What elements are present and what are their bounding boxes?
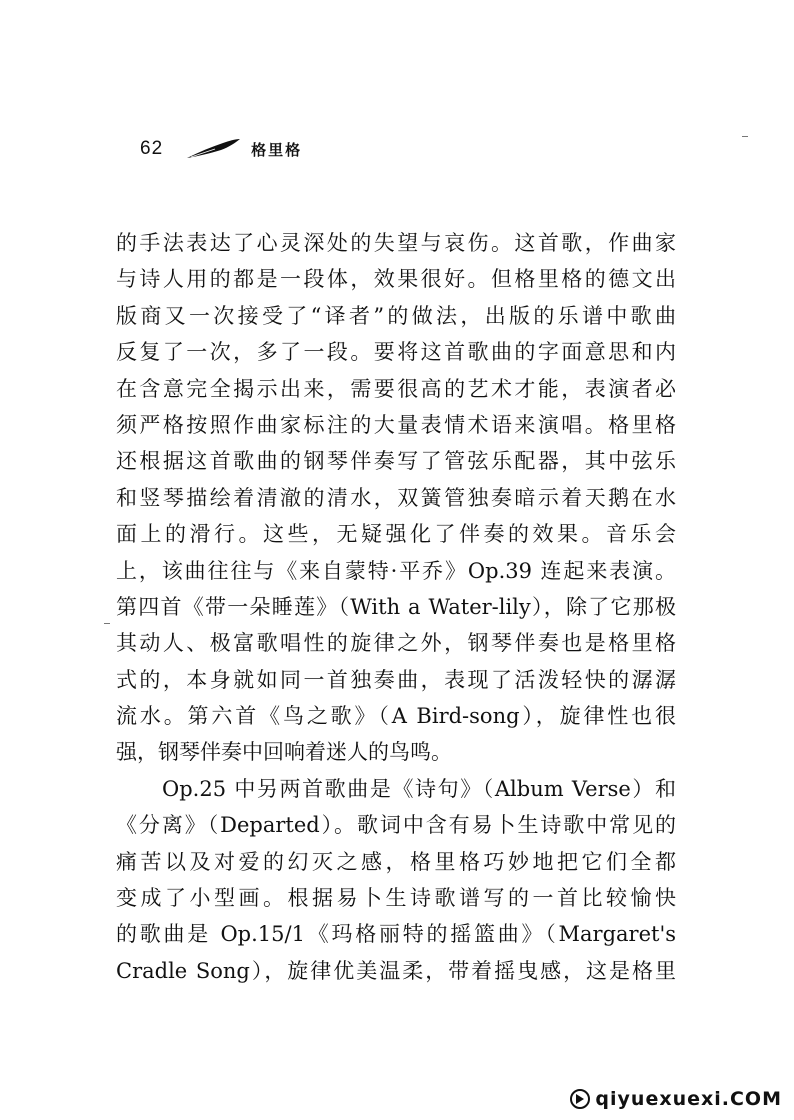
scan-mark [104,623,110,624]
text-line: 式的，本身就如同一首独奏曲，表现了活泼轻快的潺潺 [116,667,676,692]
text-line: Cradle Song），旋律优美温柔，带着摇曳感，这是格里 [116,958,676,983]
text-line: 第四首《带一朵睡莲》（With a Water-lily），除了它那极 [116,594,676,619]
text-line: 变成了小型画。根据易卜生诗歌谱写的一首比较愉快 [116,886,676,911]
watermark [569,1088,782,1110]
text-line: 强，钢琴伴奏中回响着迷人的鸟鸣。 [116,740,452,765]
text-line: 面上的滑行。这些，无疑强化了伴奏的效果。音乐会 [116,522,676,547]
text-line: 痛苦以及对爱的幻灭之感，格里格巧妙地把它们全都 [116,849,676,874]
text-line: 须严格按照作曲家标注的大量表情术语来演唱。格里格 [116,412,676,437]
watermark-text: qiyuexuexi.COM [595,1088,782,1110]
text-line: 的手法表达了心灵深处的失望与哀伤。这首歌，作曲家 [116,231,676,255]
qiyuexuexi-logo-icon [569,1088,591,1110]
paragraph-1 [116,225,676,771]
text-line: 《分离》（Departed）。歌词中含有易卜生诗歌中常见的 [116,813,676,838]
text-line: 在含意完全揭示出来，需要很高的艺术才能，表演者必 [116,376,676,401]
text-line: 与诗人用的都是一段体，效果很好。但格里格的德文出 [116,267,676,292]
text-line: 反复了一次，多了一段。要将这首歌曲的字面意思和内 [116,340,676,365]
running-title: 格里格 [251,140,303,159]
page-header [140,132,302,166]
text-line: 上，该曲往往与《来自蒙特·平乔》Op.39 连起来表演。 [116,558,676,583]
body-text [116,225,676,989]
text-line: 流水。第六首《鸟之歌》（A Bird-song），旋律性也很 [116,704,676,729]
text-line: 还根据这首歌曲的钢琴伴奏写了管弦乐配器，其中弦乐 [116,449,676,474]
quill-pen-icon [185,138,241,160]
text-line: Op.25 中另两首歌曲是《诗句》（Album Verse）和 [162,776,676,801]
scan-mark [742,136,748,137]
text-line: 和竖琴描绘着清澈的清水，双簧管独奏暗示着天鹅在水 [116,485,676,510]
paragraph-2 [116,771,676,989]
text-line: 的歌曲是 Op.15/1《玛格丽特的摇篮曲》（Margaret's [116,922,676,947]
page-number: 62 [140,138,164,159]
text-line: 版商又一次接受了“译者”的做法，出版的乐谱中歌曲 [116,303,676,328]
text-line: 其动人、极富歌唱性的旋律之外，钢琴伴奏也是格里格 [116,631,676,656]
